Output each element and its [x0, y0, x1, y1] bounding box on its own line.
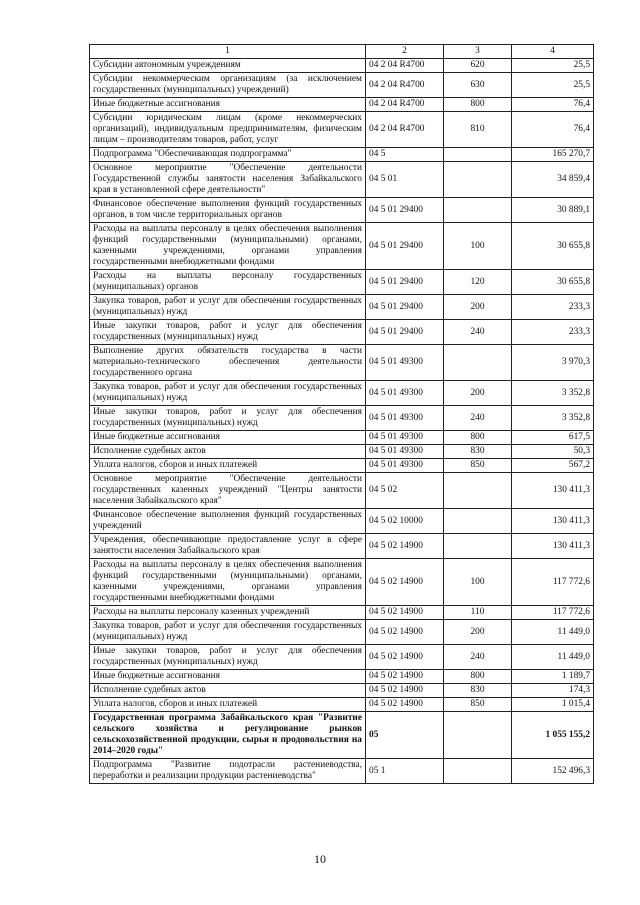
row-amount-cell: 30 655,8 — [512, 270, 594, 295]
row-code-cell: 04 5 02 14900 — [366, 645, 444, 670]
row-vr-cell: 800 — [444, 98, 512, 112]
row-name-cell: Иные бюджетные ассигнования — [90, 431, 366, 445]
row-name-cell: Субсидии автономным учреждениям — [90, 59, 366, 73]
row-name-cell: Уплата налогов, сборов и иных платежей — [90, 698, 366, 712]
table-row — [90, 670, 594, 684]
row-amount-cell: 30 889,1 — [512, 198, 594, 223]
header-col-4: 4 — [512, 45, 594, 59]
row-vr-cell: 200 — [444, 295, 512, 320]
row-amount-cell: 3 970,3 — [512, 345, 594, 381]
row-vr-cell: 810 — [444, 112, 512, 148]
header-col-2: 2 — [366, 45, 444, 59]
row-vr-cell — [444, 148, 512, 162]
row-code-cell: 04 5 01 — [366, 162, 444, 198]
row-vr-cell — [444, 162, 512, 198]
row-code-cell: 04 5 01 29400 — [366, 198, 444, 223]
table-row — [90, 345, 594, 381]
row-name-cell: Субсидии юридическим лицам (кроме некоммерческих организаций), индивидуальным предпринимателям, физическим лицам – производителям товаров, работ, услуг — [90, 112, 366, 148]
row-amount-cell: 25,5 — [512, 73, 594, 98]
table-row — [90, 473, 594, 509]
row-vr-cell — [444, 712, 512, 759]
row-code-cell: 04 5 01 49300 — [366, 345, 444, 381]
row-vr-cell — [444, 345, 512, 381]
table-row — [90, 509, 594, 534]
row-code-cell: 04 5 02 14900 — [366, 698, 444, 712]
row-code-cell: 04 5 02 14900 — [366, 670, 444, 684]
row-amount-cell: 11 449,0 — [512, 645, 594, 670]
row-vr-cell: 850 — [444, 459, 512, 473]
row-amount-cell: 152 496,3 — [512, 759, 594, 784]
row-code-cell: 04 5 01 29400 — [366, 320, 444, 345]
page-number: 10 — [314, 852, 326, 866]
row-name-cell: Субсидии некоммерческим организациям (за исключением государственных (муниципальных) учреждений) — [90, 73, 366, 98]
row-amount-cell: 3 352,8 — [512, 406, 594, 431]
row-amount-cell: 567,2 — [512, 459, 594, 473]
table-row — [90, 620, 594, 645]
row-amount-cell: 76,4 — [512, 98, 594, 112]
row-code-cell: 04 5 01 49300 — [366, 381, 444, 406]
row-amount-cell: 11 449,0 — [512, 620, 594, 645]
row-code-cell: 04 5 02 14900 — [366, 606, 444, 620]
row-amount-cell: 130 411,3 — [512, 473, 594, 509]
row-name-cell: Уплата налогов, сборов и иных платежей — [90, 459, 366, 473]
row-code-cell: 04 5 01 29400 — [366, 223, 444, 270]
row-vr-cell: 200 — [444, 620, 512, 645]
row-amount-cell: 617,5 — [512, 431, 594, 445]
row-code-cell: 04 5 01 29400 — [366, 270, 444, 295]
row-amount-cell: 50,3 — [512, 445, 594, 459]
table-row — [90, 759, 594, 784]
row-code-cell: 04 5 02 14900 — [366, 620, 444, 645]
row-amount-cell: 25,5 — [512, 59, 594, 73]
row-amount-cell: 76,4 — [512, 112, 594, 148]
row-vr-cell: 830 — [444, 445, 512, 459]
row-amount-cell: 34 859,4 — [512, 162, 594, 198]
row-name-cell: Исполнение судебных актов — [90, 445, 366, 459]
row-code-cell: 04 5 01 49300 — [366, 431, 444, 445]
row-code-cell: 04 2 04 R4700 — [366, 112, 444, 148]
row-name-cell: Закупка товаров, работ и услуг для обеспечения государственных (муниципальных) нужд — [90, 295, 366, 320]
row-name-cell: Расходы на выплаты персоналу казенных учреждений — [90, 606, 366, 620]
header-col-1: 1 — [90, 45, 366, 59]
table-header-row — [90, 45, 594, 59]
row-name-cell: Расходы на выплаты персоналу государственных (муниципальных) органов — [90, 270, 366, 295]
table-row — [90, 112, 594, 148]
row-code-cell: 04 5 02 10000 — [366, 509, 444, 534]
row-amount-cell: 30 655,8 — [512, 223, 594, 270]
table-row — [90, 295, 594, 320]
row-name-cell: Иные бюджетные ассигнования — [90, 98, 366, 112]
table-row — [90, 73, 594, 98]
row-code-cell: 04 5 01 29400 — [366, 295, 444, 320]
row-name-cell: Основное мероприятие "Обеспечение деятельности Государственной службы занятости населения Забайкальского края в установленной сфере деятельности" — [90, 162, 366, 198]
table-row — [90, 270, 594, 295]
table-row — [90, 98, 594, 112]
row-vr-cell: 200 — [444, 381, 512, 406]
row-code-cell: 04 5 01 49300 — [366, 406, 444, 431]
row-name-cell: Иные бюджетные ассигнования — [90, 670, 366, 684]
header-col-3: 3 — [444, 45, 512, 59]
row-amount-cell: 3 352,8 — [512, 381, 594, 406]
row-code-cell: 04 5 01 49300 — [366, 445, 444, 459]
table-row — [90, 431, 594, 445]
row-vr-cell: 830 — [444, 684, 512, 698]
row-amount-cell: 165 270,7 — [512, 148, 594, 162]
row-code-cell: 04 5 02 — [366, 473, 444, 509]
row-code-cell: 05 1 — [366, 759, 444, 784]
row-name-cell: Закупка товаров, работ и услуг для обеспечения государственных (муниципальных) нужд — [90, 381, 366, 406]
row-name-cell: Расходы на выплаты персоналу в целях обеспечения выполнения функций государственными (муниципальными) органами, казенными учреждениями, органами управления государственными внебюджетными фондами — [90, 559, 366, 606]
table-row — [90, 445, 594, 459]
table-row — [90, 148, 594, 162]
row-name-cell: Государственная программа Забайкальского края "Развитие сельского хозяйства и регулирование рынков сельскохозяйственной продукции, сырья и продовольствия на 2014–2020 годы" — [90, 712, 366, 759]
table-row — [90, 406, 594, 431]
row-vr-cell: 240 — [444, 645, 512, 670]
table-row — [90, 223, 594, 270]
row-vr-cell: 100 — [444, 559, 512, 606]
row-vr-cell: 240 — [444, 320, 512, 345]
row-code-cell: 05 — [366, 712, 444, 759]
table-row — [90, 381, 594, 406]
row-amount-cell: 1 189,7 — [512, 670, 594, 684]
table-row — [90, 645, 594, 670]
row-vr-cell: 240 — [444, 406, 512, 431]
budget-table — [89, 44, 594, 784]
row-name-cell: Расходы на выплаты персоналу в целях обеспечения выполнения функций государственными (муниципальными) органами, казенными учреждениями, органами управления государственными внебюджетными фондами — [90, 223, 366, 270]
row-code-cell: 04 5 02 14900 — [366, 684, 444, 698]
row-vr-cell: 120 — [444, 270, 512, 295]
row-name-cell: Подпрограмма "Развитие подотрасли растениеводства, переработки и реализации продукции растениеводства" — [90, 759, 366, 784]
row-name-cell: Иные закупки товаров, работ и услуг для обеспечения государственных (муниципальных) нужд — [90, 320, 366, 345]
row-amount-cell: 1 015,4 — [512, 698, 594, 712]
row-code-cell: 04 5 01 49300 — [366, 459, 444, 473]
row-amount-cell: 174,3 — [512, 684, 594, 698]
table-row — [90, 198, 594, 223]
table-row — [90, 459, 594, 473]
row-vr-cell: 800 — [444, 431, 512, 445]
row-vr-cell: 800 — [444, 670, 512, 684]
table-row — [90, 59, 594, 73]
row-name-cell: Основное мероприятие "Обеспечение деятельности государственных казенных учреждений "Центры занятости населения Забайкальского края" — [90, 473, 366, 509]
row-amount-cell: 130 411,3 — [512, 509, 594, 534]
row-amount-cell: 117 772,6 — [512, 559, 594, 606]
table-row — [90, 698, 594, 712]
table-row — [90, 712, 594, 759]
row-name-cell: Финансовое обеспечение выполнения функций государственных органов, в том числе территориальных органов — [90, 198, 366, 223]
row-code-cell: 04 2 04 R4700 — [366, 73, 444, 98]
table-row — [90, 320, 594, 345]
row-vr-cell — [444, 534, 512, 559]
row-vr-cell — [444, 759, 512, 784]
row-name-cell: Иные закупки товаров, работ и услуг для обеспечения государственных (муниципальных) нужд — [90, 645, 366, 670]
budget-table-body — [90, 45, 594, 784]
row-vr-cell: 630 — [444, 73, 512, 98]
table-row — [90, 684, 594, 698]
row-amount-cell: 233,3 — [512, 295, 594, 320]
row-amount-cell: 130 411,3 — [512, 534, 594, 559]
table-row — [90, 559, 594, 606]
row-vr-cell — [444, 509, 512, 534]
row-vr-cell — [444, 198, 512, 223]
table-row — [90, 162, 594, 198]
row-vr-cell — [444, 473, 512, 509]
row-amount-cell: 233,3 — [512, 320, 594, 345]
row-name-cell: Исполнение судебных актов — [90, 684, 366, 698]
row-code-cell: 04 5 — [366, 148, 444, 162]
row-amount-cell: 1 055 155,2 — [512, 712, 594, 759]
row-code-cell: 04 5 02 14900 — [366, 534, 444, 559]
table-row — [90, 606, 594, 620]
row-code-cell: 04 2 04 R4700 — [366, 98, 444, 112]
row-name-cell: Учреждения, обеспечивающие предоставление услуг в сфере занятости населения Забайкальского края — [90, 534, 366, 559]
row-code-cell: 04 2 04 R4700 — [366, 59, 444, 73]
row-code-cell: 04 5 02 14900 — [366, 559, 444, 606]
row-name-cell: Иные закупки товаров, работ и услуг для обеспечения государственных (муниципальных) нужд — [90, 406, 366, 431]
table-row — [90, 534, 594, 559]
row-vr-cell: 850 — [444, 698, 512, 712]
row-name-cell: Финансовое обеспечение выполнения функций государственных учреждений — [90, 509, 366, 534]
row-vr-cell: 100 — [444, 223, 512, 270]
row-name-cell: Закупка товаров, работ и услуг для обеспечения государственных (муниципальных) нужд — [90, 620, 366, 645]
row-amount-cell: 117 772,6 — [512, 606, 594, 620]
row-name-cell: Выполнение других обязательств государства в части материально-технического обеспечения деятельности государственного органа — [90, 345, 366, 381]
row-vr-cell: 620 — [444, 59, 512, 73]
row-name-cell: Подпрограмма "Обеспечивающая подпрограмма" — [90, 148, 366, 162]
row-vr-cell: 110 — [444, 606, 512, 620]
